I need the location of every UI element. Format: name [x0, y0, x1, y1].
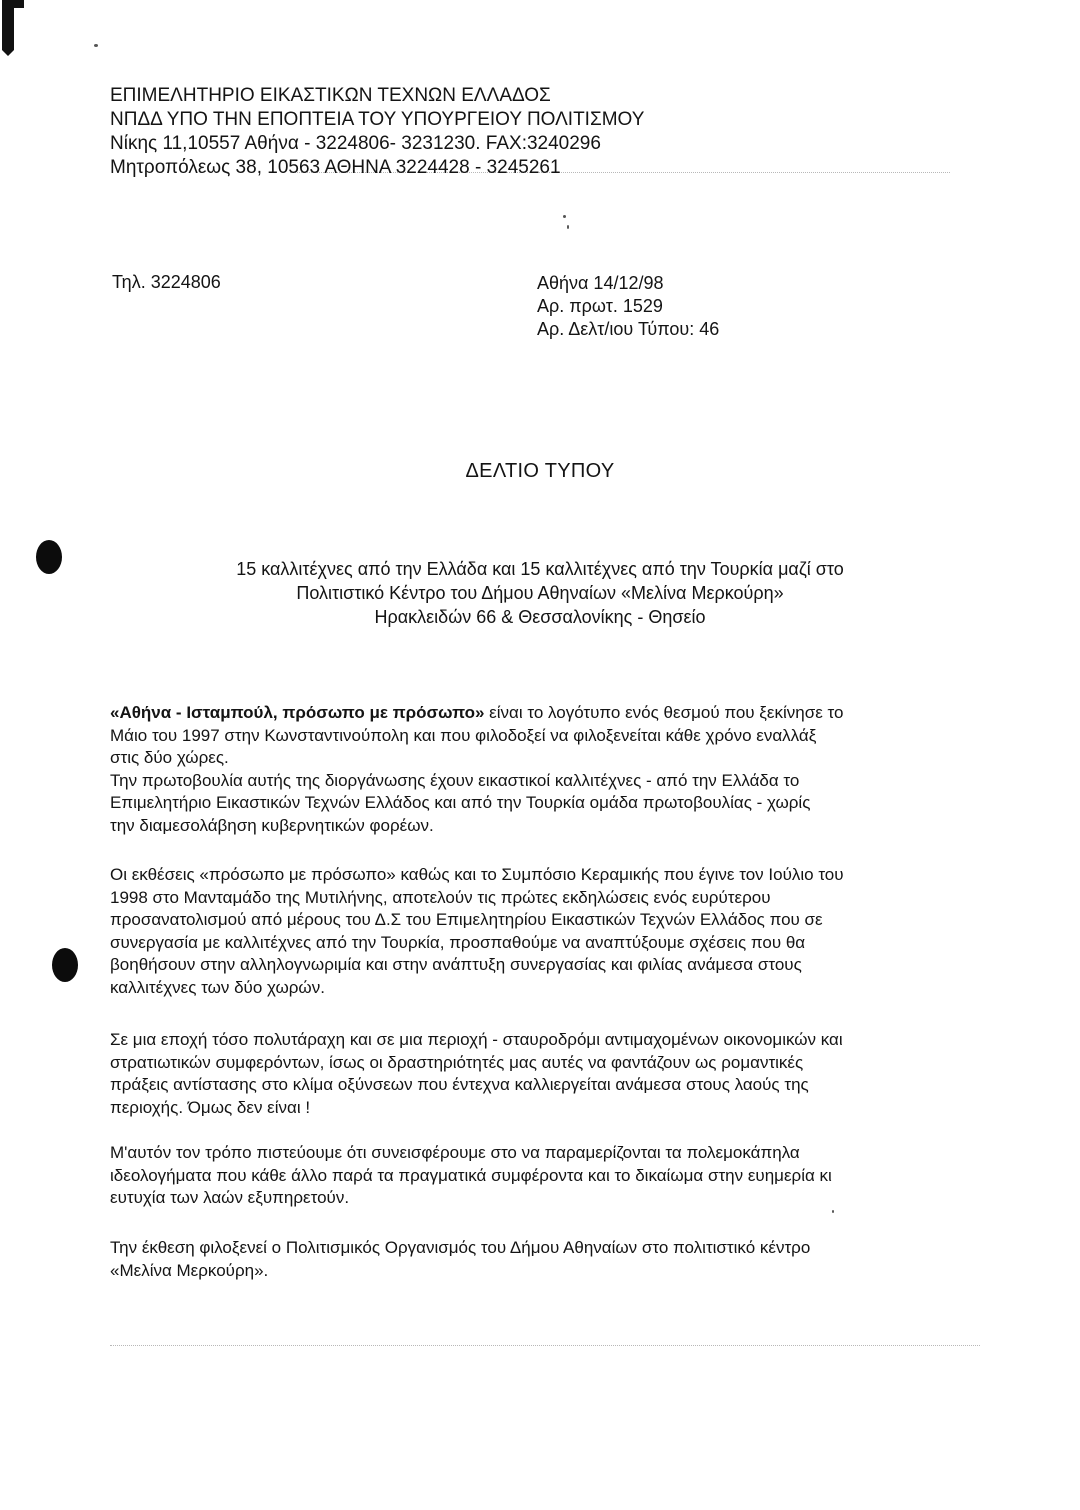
- paragraph-line: Οι εκθέσεις «πρόσωπο με πρόσωπο» καθώς και το Συμπόσιο Κεραμικής που έγινε τον Ιούλιο του: [110, 865, 844, 884]
- paragraph-line: την διαμεσολάβηση κυβερνητικών φορέων.: [110, 815, 434, 835]
- paragraph-line: ευτυχία των λαών εξυπηρετούν.: [110, 1188, 350, 1207]
- scan-speck: [563, 215, 566, 218]
- paragraph-line: πράξεις αντίστασης στο κλίμα οξύνσεων που έντεχνα καλλιεργείται ανάμεσα στους λαούς της: [110, 1075, 809, 1094]
- letterhead-line: ΕΠΙΜΕΛΗΤΗΡΙΟ ΕΙΚΑΣΤΙΚΩΝ ΤΕΧΝΩΝ ΕΛΛΑΔΟΣ: [110, 85, 551, 106]
- staple-mark-icon: [0, 0, 40, 60]
- paragraph-line: Σε μια εποχή τόσο πολυτάραχη και σε μια περιοχή - σταυροδρόμι αντιμαχομένων οικονομικών και: [110, 1030, 843, 1049]
- paragraph-line: [110, 702, 990, 725]
- scan-speck: [567, 225, 569, 229]
- paragraph-line: βοηθήσουν στην αλληλογνωριμία και στην ανάπτυξη συνεργασίας και φιλίας ανάμεσα στους: [110, 955, 802, 974]
- paragraph-host: [110, 1237, 990, 1282]
- document-title: ΔΕΛΤΙΟ ΤΥΠΟΥ: [465, 460, 615, 482]
- phone-number: Τηλ. 3224806: [112, 272, 221, 292]
- letterhead: [110, 84, 644, 180]
- paragraph-line: 1998 στο Μανταμάδο της Μυτιλήνης, αποτελούν τις πρώτες εκδηλώσεις ενός ευρύτερου: [110, 887, 771, 907]
- paragraph-line-rest: είναι το λογότυπο ενός θεσμού που ξεκίνησε το: [484, 703, 844, 722]
- paragraph-line: Την έκθεση φιλοξενεί ο Πολιτισμικός Οργανισμός του Δήμου Αθηναίων στο πολιτιστικό κέντρο: [110, 1238, 811, 1257]
- paragraph-purpose: [110, 1142, 990, 1210]
- letterhead-line: Νίκης 11,10557 Αθήνα - 3224806- 3231230. FAX:3240296: [110, 133, 601, 154]
- press-release-number: Αρ. Δελτ/ιου Τύπου: 46: [537, 319, 720, 339]
- paragraph-line: Μάιο του 1997 στην Κωνσταντινούπολη και που φιλοδοξεί να φιλοξενείται κάθε χρόνο εναλλάξ: [110, 725, 817, 745]
- letterhead-line: ΝΠΔΔ ΥΠΟ ΤΗΝ ΕΠΟΠΤΕΙΑ ΤΟΥ ΥΠΟΥΡΓΕΙΟΥ ΠΟΛΙΤΙΣΜΟΥ: [110, 109, 645, 130]
- protocol-number: Αρ. πρωτ. 1529: [537, 296, 663, 316]
- paragraph-line: συνεργασία με καλλιτέχνες από την Τουρκία, προσπαθούμε να αναπτύξουμε σχέσεις που θα: [110, 932, 806, 952]
- reference-block: [537, 272, 719, 341]
- paragraph-line: στρατιωτικών συμφερόντων, ίσως οι δραστηριότητές μας αυτές να φαντάζουν ως ρομαντικές: [110, 1052, 804, 1072]
- scan-speck: [832, 1210, 834, 1213]
- paragraph-line: καλλιτέχνες των δύο χωρών.: [110, 977, 325, 997]
- paragraph-line: «Μελίνα Μερκούρη».: [110, 1260, 269, 1280]
- letterhead-line: Μητροπόλεως 38, 10563 ΑΘΗΝΑ 3224428 - 3245261: [110, 157, 561, 178]
- subtitle-line: 15 καλλιτέχνες από την Ελλάδα και 15 καλλιτέχνες από την Τουρκία μαζί στο: [236, 559, 844, 579]
- subtitle-line: Ηρακλειδών 66 & Θεσσαλονίκης - Θησείο: [374, 607, 706, 627]
- paragraph-line: στις δύο χώρες.: [110, 748, 229, 767]
- subtitle-line: Πολιτιστικό Κέντρο του Δήμου Αθηναίων «Μελίνα Μερκούρη»: [296, 583, 784, 603]
- scan-speck: [94, 44, 98, 47]
- paragraph-line: προσανατολισμού από μέρους του Δ.Σ του Επιμελητηρίου Εικαστικών Τεχνών Ελλάδος που σε: [110, 910, 823, 929]
- punch-hole: [52, 948, 78, 982]
- paragraph-line: Την πρωτοβουλία αυτής της διοργάνωσης έχουν εικαστικοί καλλιτέχνες - από την Ελλάδα το: [110, 770, 800, 790]
- exhibition-name: «Αθήνα - Ισταμπούλ, πρόσωπο με πρόσωπο»: [110, 703, 485, 722]
- paragraph-intro: [110, 702, 990, 837]
- paragraph-context: [110, 1029, 990, 1119]
- paragraph-line: ιδεολογήματα που κάθε άλλο παρά τα πραγματικά συμφέροντα και το δικαίωμα στην ευημερία κι: [110, 1165, 832, 1185]
- paragraph-exhibitions: [110, 864, 990, 999]
- date: Αθήνα 14/12/98: [537, 273, 664, 293]
- paragraph-line: Επιμελητήριο Εικαστικών Τεχνών Ελλάδος και από την Τουρκία ομάδα πρωτοβουλίας - χωρίς: [110, 793, 811, 812]
- paragraph-line: περιοχής. Όμως δεν είναι !: [110, 1097, 311, 1117]
- subtitle: [0, 557, 1080, 629]
- scan-smudge: [110, 1345, 980, 1347]
- paragraph-line: Μ'αυτόν τον τρόπο πιστεύουμε ότι συνεισφέρουμε στο να παραμερίζονται τα πολεμοκάπηλα: [110, 1143, 800, 1162]
